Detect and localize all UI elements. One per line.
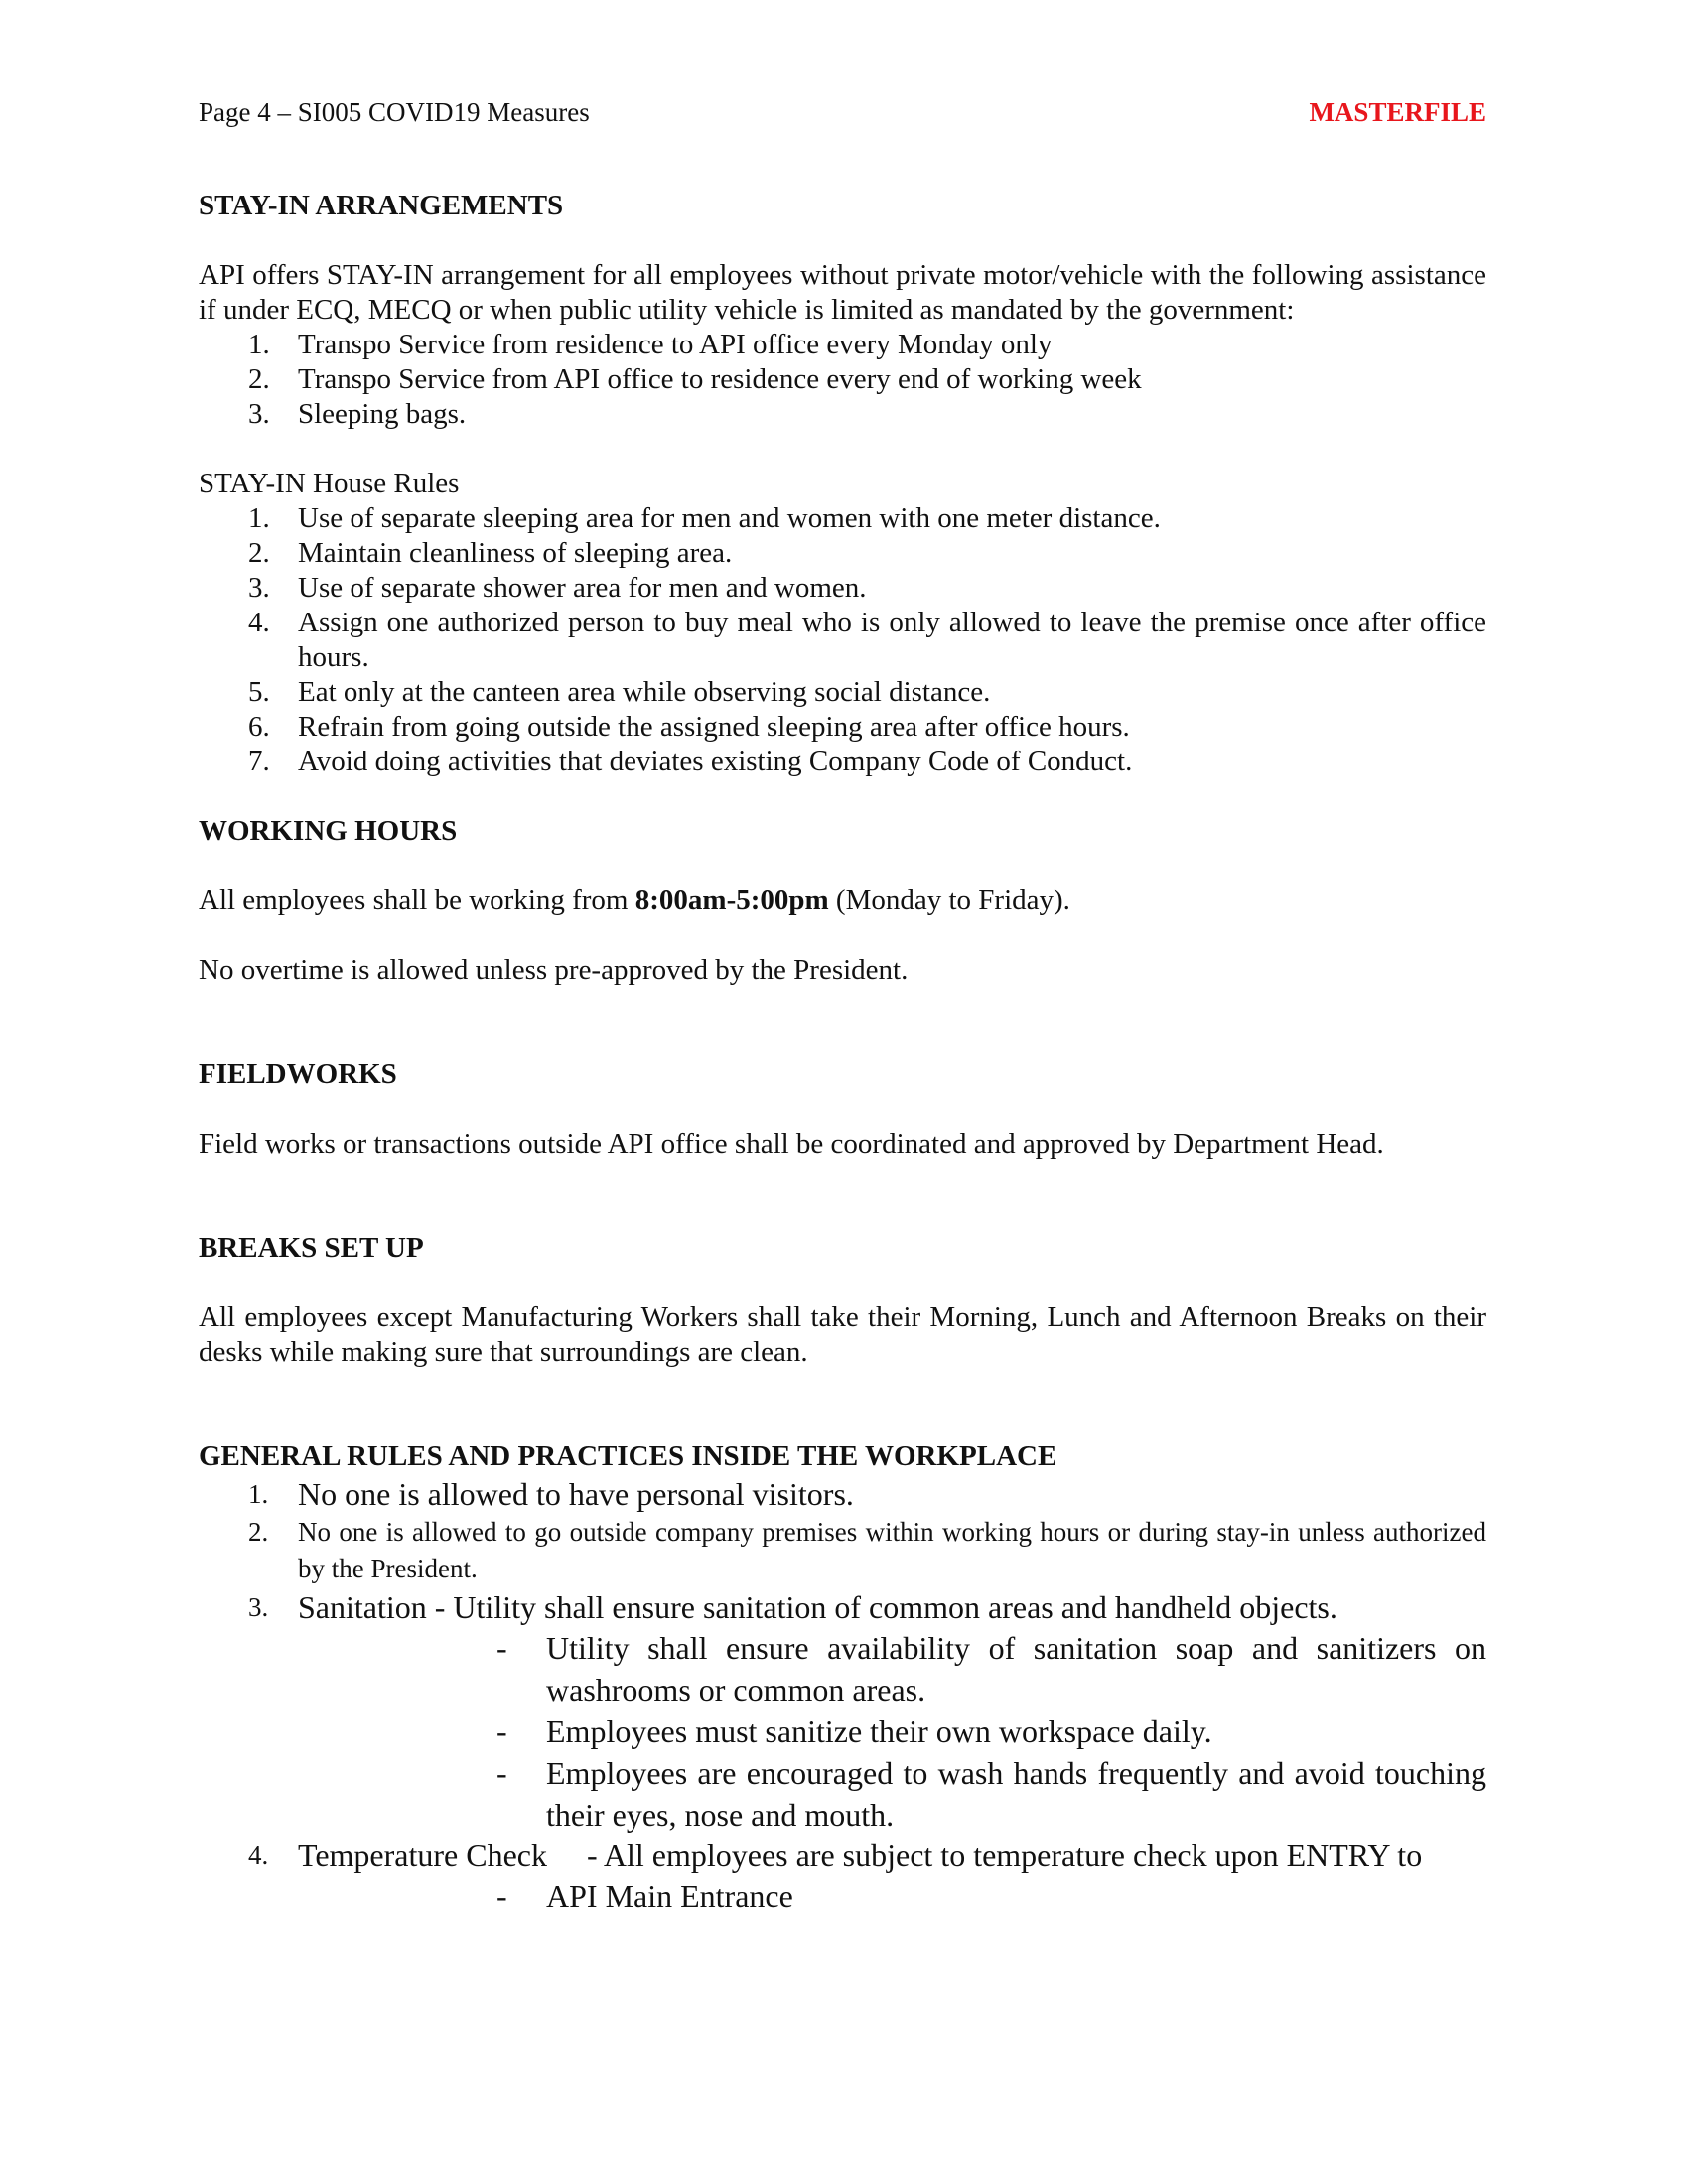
- list-item: - Utility shall ensure availability of sanitation soap and sanitizers on washrooms or common areas.: [496, 1630, 1486, 1707]
- general-rules-heading: GENERAL RULES AND PRACTICES INSIDE THE WORKPLACE: [199, 1440, 1057, 1472]
- house-rules-title: STAY-IN House Rules: [199, 468, 460, 499]
- list-item: 7. Avoid doing activities that deviates existing Company Code of Conduct.: [248, 746, 1133, 777]
- working-hours-heading: WORKING HOURS: [199, 815, 458, 847]
- page-header: [199, 95, 1486, 135]
- fieldworks-text: Field works or transactions outside API office shall be coordinated and approved by Department Head.: [199, 1128, 1384, 1160]
- masterfile-label: MASTERFILE: [1309, 97, 1486, 127]
- list-item: 2. No one is allowed to go outside company premises within working hours or during stay-in unless authorized by the President.: [248, 1517, 1486, 1583]
- list-item: 1. No one is allowed to have personal visitors.: [248, 1476, 854, 1512]
- list-item: 3. Use of separate shower area for men and women.: [248, 572, 867, 604]
- breaks-text: All employees except Manufacturing Workers shall take their Morning, Lunch and Afternoon Breaks on their desks while making sure that surroundings are clean.: [199, 1301, 1486, 1368]
- general-rules-list-cont: [199, 1836, 1486, 1875]
- house-rules-list: [199, 501, 1486, 779]
- document-page: [199, 95, 1486, 1917]
- list-item: - Employees are encouraged to wash hands frequently and avoid touching their eyes, nose and mouth.: [496, 1755, 1486, 1833]
- working-hours-text: All employees shall be working from 8:00am-5:00pm (Monday to Friday).: [199, 885, 1070, 916]
- page-label: Page 4 – SI005 COVID19 Measures: [199, 97, 590, 127]
- list-item: 3. Sleeping bags.: [248, 398, 467, 430]
- list-item: 1. Use of separate sleeping area for men and women with one meter distance.: [248, 502, 1161, 534]
- stay-in-heading: STAY-IN ARRANGEMENTS: [199, 190, 564, 221]
- working-hours-time: 8:00am-5:00pm: [634, 885, 829, 916]
- list-item: 5. Eat only at the canteen area while observing social distance.: [248, 676, 991, 708]
- list-item: 1. Transpo Service from residence to API office every Monday only: [248, 329, 1053, 360]
- temperature-sublist: [199, 1875, 1486, 1917]
- breaks-heading: BREAKS SET UP: [199, 1232, 424, 1264]
- sanitation-sublist: [199, 1627, 1486, 1836]
- overtime-text: No overtime is allowed unless pre-approved by the President.: [199, 954, 909, 986]
- list-item: 4. Temperature Check - All employees are subject to temperature check upon ENTRY to: [248, 1838, 1423, 1873]
- list-item: - Employees must sanitize their own workspace daily.: [496, 1713, 1212, 1749]
- list-item: 6. Refrain from going outside the assigned sleeping area after office hours.: [248, 711, 1130, 743]
- list-item: 2. Maintain cleanliness of sleeping area.: [248, 537, 733, 569]
- list-item: 2. Transpo Service from API office to residence every end of working week: [248, 363, 1142, 395]
- stay-in-intro: API offers STAY-IN arrangement for all employees without private motor/vehicle with the following assistance if under ECQ, MECQ or when public utility vehicle is limited as mandated by the government:: [199, 259, 1486, 326]
- fieldworks-heading: FIELDWORKS: [199, 1058, 397, 1090]
- general-rules-list: [199, 1474, 1486, 1627]
- list-item: 3. Sanitation - Utility shall ensure sanitation of common areas and handheld objects.: [248, 1589, 1337, 1625]
- stay-in-list: [199, 328, 1486, 432]
- list-item: - API Main Entrance: [496, 1878, 793, 1914]
- list-item: 4. Assign one authorized person to buy meal who is only allowed to leave the premise once after office hours.: [248, 607, 1486, 673]
